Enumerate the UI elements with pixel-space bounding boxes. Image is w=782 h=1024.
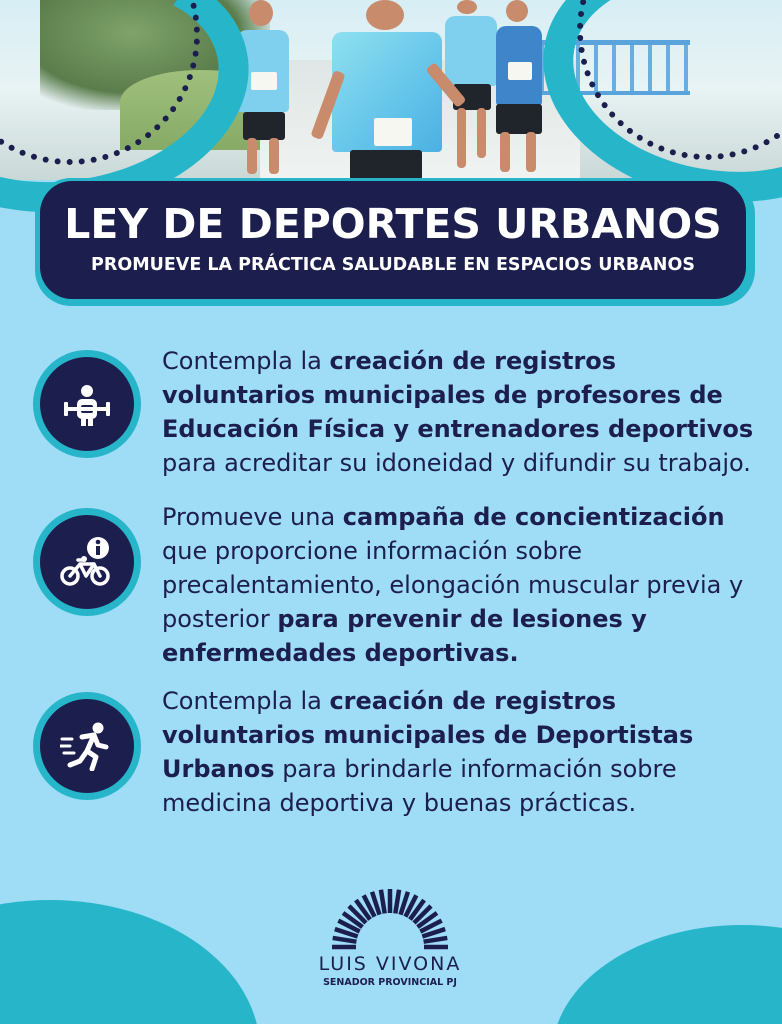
sunrise-logo-icon (300, 885, 480, 951)
logo-role: SENADOR PROVINCIAL PJ (323, 977, 457, 988)
icon-circle (40, 699, 134, 793)
logo-name: LUIS VIVONA (318, 953, 462, 975)
icon-ring (33, 692, 141, 800)
page-title: LEY DE DEPORTES URBANOS (64, 200, 722, 248)
footer-wave-left (0, 900, 260, 1024)
trainer-weights-icon (62, 382, 112, 426)
bike-info-icon (60, 536, 114, 588)
runner-icon (60, 721, 114, 771)
icon-ring (33, 350, 141, 458)
item-text: Promueve una campaña de concientización que proporcione información sobre precalentamiento, elongación muscular previa y posterior para prevenir de lesiones y enfermedades deportivas. (162, 503, 744, 667)
icon-ring (33, 508, 141, 616)
title-banner (40, 181, 746, 299)
logo-ray (333, 938, 357, 942)
icon-circle (40, 357, 134, 451)
page-subtitle: PROMUEVE LA PRÁCTICA SALUDABLE EN ESPACIOS URBANOS (91, 255, 695, 275)
logo-ray (395, 890, 399, 914)
icon-circle (40, 515, 134, 609)
senator-logo (300, 885, 480, 995)
item-text: Contempla la creación de registros voluntarios municipales de profesores de Educación Física y entrenadores deportivos para acreditar su idoneidad y difundir su trabajo. (162, 347, 754, 477)
item-text: Contempla la creación de registros voluntarios municipales de Deportistas Urbanos para brindarle información sobre medicina deportiva y buenas prácticas. (162, 687, 694, 817)
logo-ray (424, 938, 448, 942)
footer-wave-right (552, 925, 782, 1024)
logo-ray (381, 890, 385, 914)
